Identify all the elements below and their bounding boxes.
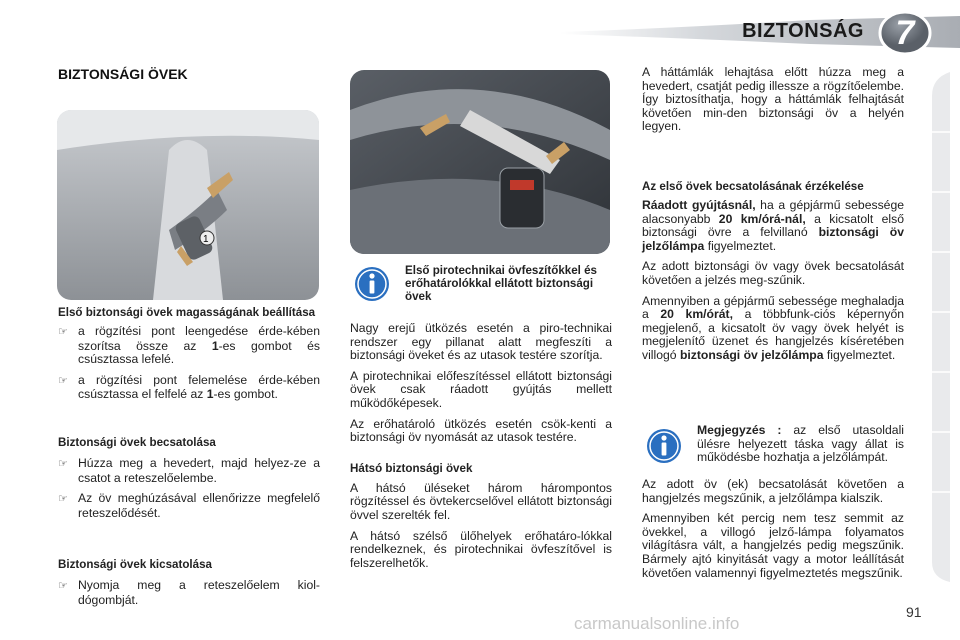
chapter-title: BIZTONSÁG <box>742 20 864 42</box>
height-adjust-block <box>58 306 320 402</box>
bullet-text: Az öv meghúzásával ellenőrizze megfelelő reteszelődését. <box>78 491 320 520</box>
height-adjust-title: Első biztonsági övek magasságának beállítása <box>58 306 316 319</box>
seatbelt-buckle-photo <box>350 70 610 254</box>
section-title: BIZTONSÁGI ÖVEK <box>58 66 188 82</box>
bullet-text: a rögzítési pont felemelése érde-kében csúsztassa el felfelé az <box>78 372 320 402</box>
bullet-text: Nyomja meg a reteszelőelem kiol-dógombját. <box>78 578 320 607</box>
info-title <box>405 264 605 303</box>
watermark: carmanualsonline.info <box>574 614 740 633</box>
note-text <box>697 424 904 465</box>
note-label: Megjegyzés : <box>697 423 782 437</box>
paragraph: A pirotechnikai előfeszítéssel ellátott biztonsági övek csak ráadott gyújtás mellett működőképesek. <box>350 368 612 410</box>
svg-text:1: 1 <box>203 234 209 245</box>
fasten-block <box>58 436 320 520</box>
paragraph <box>642 295 904 363</box>
col3-intro <box>642 66 904 134</box>
paragraph: Az erőhatároló ütközés esetén csök-kenti a biztonsági öv nyomását az utasok testére. <box>350 416 612 445</box>
bullet-text: -es gombot és csúsztassa lefelé. <box>78 338 320 367</box>
fasten-title: Biztonsági övek becsatolása <box>58 436 216 449</box>
detection-title: Az első övek becsatolásának érzékelése <box>642 180 864 193</box>
pointing-finger-icon: ☞ <box>58 374 68 387</box>
col3-body <box>642 180 904 363</box>
bullet-text: a rögzítési pont leengedése érde-kében szorítsa össze az <box>78 324 320 353</box>
pointing-finger-icon: ☞ <box>58 458 68 470</box>
text: Amennyiben a gépjármű sebessége meghaladja a <box>642 293 904 322</box>
list-item <box>58 579 320 607</box>
list-item <box>58 325 320 367</box>
paragraph: A hátsó üléseket három hárompontos rögzítéssel és övtekercselővel ellátott biztonsági övvel szerelték fel. <box>350 480 612 522</box>
bold-text: Ráadott gyújtásnál, <box>642 198 756 212</box>
pointing-finger-icon: ☞ <box>58 326 68 338</box>
button-number: 1 <box>211 338 219 353</box>
chapter-tab-rail <box>928 72 950 582</box>
info-title-text: Első pirotechnikai övfeszítőkkel és erőhatárolókkal ellátott biztonsági övek <box>405 264 598 303</box>
paragraph: Az adott öv (ek) becsatolását követően a hangjelzés megszűnik, a jelzőlámpa kialszik. <box>642 477 904 505</box>
text: figyelmeztet. <box>704 238 777 253</box>
paragraph: A hátsó szélső ülőhelyek erőhatáro-lókkal rendelkeznek, és pirotechnikai övfeszítővel is felszerelhetők. <box>350 528 612 570</box>
paragraph <box>642 199 904 253</box>
bullet-text: Húzza meg a hevedert, majd helyez-ze a csatot a reteszelőelembe. <box>78 456 320 485</box>
col3-tail <box>642 478 904 580</box>
bold-text: biztonsági öv jelzőlámpa <box>642 225 904 253</box>
text: figyelmeztet. <box>823 347 896 362</box>
list-item <box>58 374 320 402</box>
text: az első utasoldali ülésre helyezett táska vagy állat is működésbe hozhatja a jelzőlámpát. <box>697 423 904 465</box>
seatbelt-height-photo <box>57 110 319 300</box>
paragraph: A háttámlák lehajtása előtt húzza meg a hevedert, csatját pedig illessze a rögzítőelembe. Így biztosíthatja, hogy a háttámlák felhajtását követően min-den biztonsági öv a helyén legyen. <box>642 65 904 134</box>
paragraph: Amennyiben két percig nem tesz semmit az övekkel, a villogó jelző-lámpa folyamatos világításra vált, a hangjelzés pedig megszűnik. Bármely ajtó kinyitását vagy a motor leállítását követően valamennyi figyelmeztetés megszűnik. <box>642 511 904 580</box>
button-number: 1 <box>206 387 214 402</box>
info-icon <box>646 428 682 464</box>
rear-belts-title: Hátsó biztonsági övek <box>350 461 473 475</box>
text: a kicsatolt első biztonsági övre a felvillanó <box>642 211 904 240</box>
pointing-finger-icon: ☞ <box>58 580 68 592</box>
text: ha a gépjármű sebessége alacsonyabb <box>642 198 904 226</box>
pointing-finger-icon: ☞ <box>58 493 68 506</box>
unfasten-block <box>58 558 320 607</box>
bold-text: biztonsági öv jelzőlámpa <box>679 347 824 362</box>
text: a többfunk-ciós képernyőn megjelenő, a kicsatolt öv vagy övek helyét is megjelenítő üzenet és hangjelzés kíséretében villogó <box>642 307 904 362</box>
bold-text: 20 km/órát, <box>660 307 733 322</box>
bullet-text: -es gombot. <box>213 387 278 402</box>
list-item <box>58 457 320 485</box>
paragraph: Az adott biztonsági öv vagy övek becsatolását követően a jelzés meg-szűnik. <box>642 259 904 287</box>
chapter-number: 7 <box>895 14 915 52</box>
unfasten-title: Biztonsági övek kicsatolása <box>58 558 213 571</box>
page-number: 91 <box>906 604 922 620</box>
note-block <box>697 424 904 465</box>
info-icon <box>354 266 390 302</box>
bold-text: 20 km/órá-nál, <box>718 211 806 226</box>
col2-body <box>350 322 612 570</box>
list-item <box>58 492 320 520</box>
paragraph: Nagy erejű ütközés esetén a piro-technikai rendszer egy pillanat alatt megfeszíti a biztonsági öveket és az utasok testére szorítja. <box>350 321 612 363</box>
